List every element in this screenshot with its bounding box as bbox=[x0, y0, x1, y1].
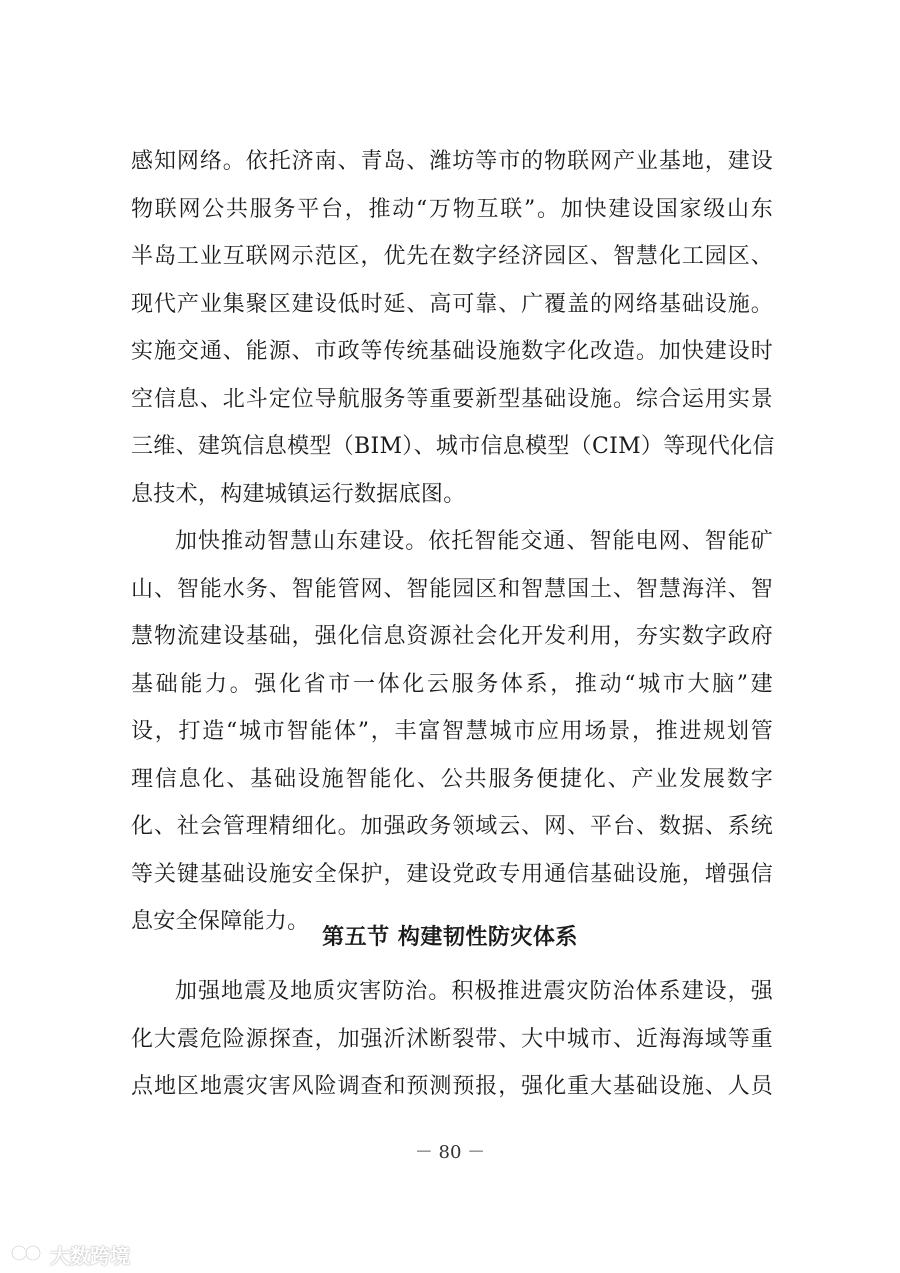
text-line: 三维、建筑信息模型（BIM）、城市信息模型（CIM）等现代化信 bbox=[131, 434, 775, 459]
text-span: 依托智能交通、智能电网、智能矿 bbox=[428, 529, 773, 554]
watermark-logo-icon bbox=[10, 1242, 44, 1268]
text-line: 等关键基础设施安全保护，建设党政专用通信基础设施，增强信 bbox=[131, 861, 773, 887]
text-line: 化大震危险源探查，加强沂沭断裂带、大中城市、近海海域等重 bbox=[131, 1026, 773, 1052]
text-line: 息安全保障能力。 bbox=[131, 909, 310, 934]
text-line: 理信息化、基础设施智能化、公共服务便捷化、产业发展数字 bbox=[131, 766, 773, 792]
section-heading: 第五节 构建韧性防灾体系 bbox=[322, 925, 578, 950]
text-line: 山、智能水务、智能管网、智能园区和智慧国土、智慧海洋、智 bbox=[131, 576, 773, 602]
text-line: 实施交通、能源、市政等传统基础设施数字化改造。加快建设时 bbox=[131, 339, 773, 364]
paragraph-lead: 加快推动智慧山东建设。 bbox=[175, 529, 429, 554]
paragraph-lead: 加强地震及地质灾害防治。 bbox=[175, 979, 452, 1004]
text-line: 息技术，构建城镇运行数据底图。 bbox=[131, 481, 466, 507]
text-line: 设，打造“城市智能体”，丰富智慧城市应用场景，推进规划管 bbox=[131, 719, 773, 744]
paragraph bbox=[131, 518, 773, 946]
text-line: 空信息、北斗定位导航服务等重要新型基础设施。综合运用实景 bbox=[131, 386, 773, 412]
watermark-text: 大数跨境 bbox=[50, 1244, 130, 1268]
paragraph bbox=[131, 968, 773, 1111]
text-line bbox=[131, 518, 773, 566]
text-line: 物联网公共服务平台，推动“万物互联”。加快建设国家级山东 bbox=[131, 196, 773, 222]
text-line bbox=[131, 968, 773, 1016]
text-line: 半岛工业互联网示范区，优先在数字经济园区、智慧化工园区、 bbox=[131, 244, 773, 269]
text-span: 积极推进震灾防治体系建设，强 bbox=[451, 979, 774, 1004]
page-number: － 80 － bbox=[414, 1142, 486, 1163]
paragraph bbox=[131, 138, 773, 518]
text-line: 现代产业集聚区建设低时延、高可靠、广覆盖的网络基础设施。 bbox=[131, 291, 773, 317]
text-line: 点地区地震灾害风险调查和预测预报，强化重大基础设施、人员 bbox=[131, 1074, 773, 1099]
watermark bbox=[10, 1240, 130, 1269]
text-line: 基础能力。强化省市一体化云服务体系，推动“城市大脑”建 bbox=[131, 671, 773, 697]
text-line: 感知网络。依托济南、青岛、潍坊等市的物联网产业基地，建设 bbox=[131, 149, 773, 174]
body-text bbox=[131, 138, 773, 946]
text-line: 慧物流建设基础，强化信息资源社会化开发利用，夯实数字政府 bbox=[131, 624, 773, 649]
text-line: 化、社会管理精细化。加强政务领域云、网、平台、数据、系统 bbox=[131, 814, 773, 839]
